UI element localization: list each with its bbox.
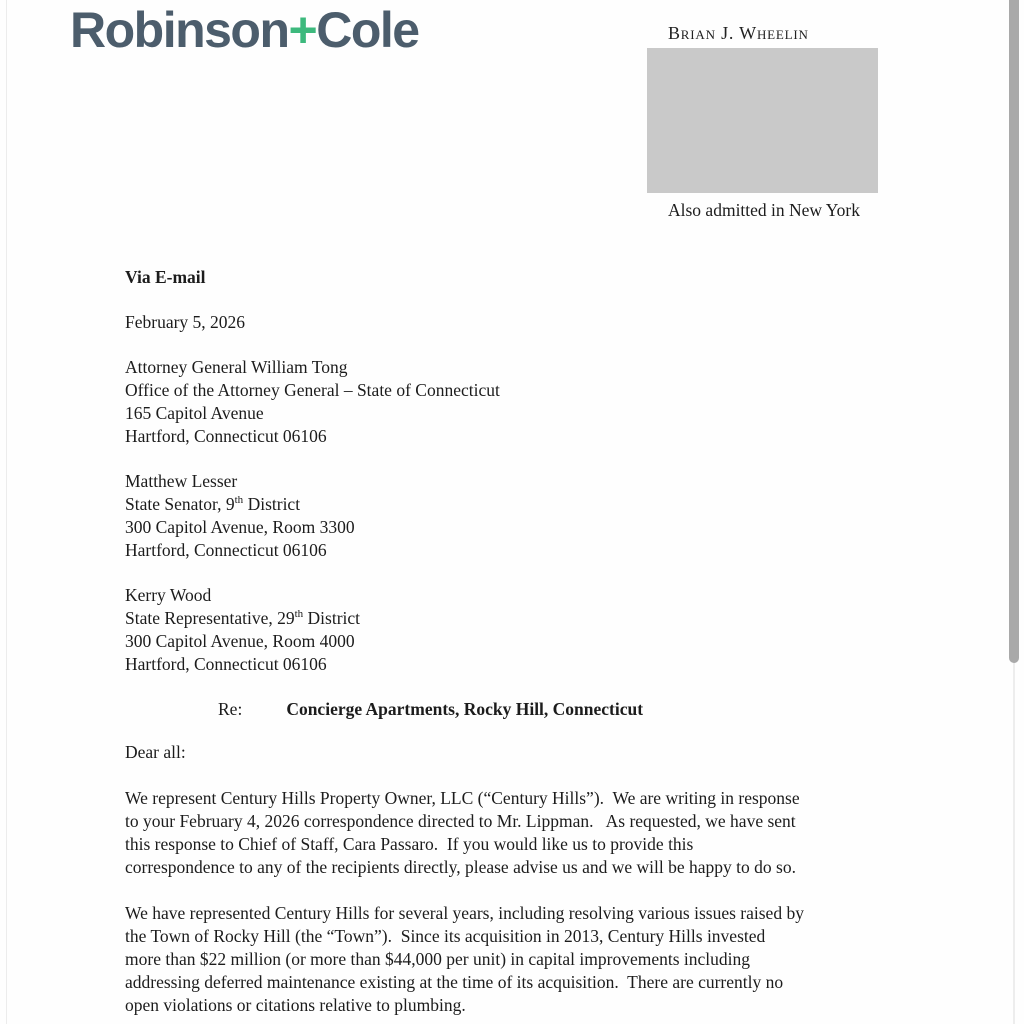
paragraph-line: correspondence to any of the recipients directly, please advise us and we will be happy to do so. — [125, 857, 796, 877]
scrollbar-thumb[interactable] — [1009, 0, 1019, 663]
logo-text-robinson: Robinson — [70, 2, 289, 58]
recipient-line: Hartford, Connecticut 06106 — [125, 540, 327, 560]
ordinal-superscript: th — [294, 608, 304, 621]
paragraph-line: to your February 4, 2026 correspondence directed to Mr. Lippman. As requested, we have sent — [125, 811, 796, 831]
paragraph-line: addressing deferred maintenance existing at the time of its acquisition. There are currently no — [125, 972, 784, 992]
salutation: Dear all: — [125, 742, 186, 762]
recipient-line: State Senator, 9th District — [125, 494, 301, 514]
logo-text-cole: Cole — [316, 2, 419, 58]
admission-note: Also admitted in New York — [668, 200, 861, 220]
re-subject: Concierge Apartments, Rocky Hill, Connecticut — [286, 699, 644, 719]
recipient-line: Office of the Attorney General – State of Connecticut — [125, 380, 500, 400]
attorney-name: Brian J. Wheelin — [668, 23, 809, 43]
paragraph-line: more than $22 million (or more than $44,000 per unit) in capital improvements including — [125, 949, 751, 969]
paragraph-line: We represent Century Hills Property Owner, LLC (“Century Hills”). We are writing in response — [125, 788, 800, 808]
recipient-line: 165 Capitol Avenue — [125, 403, 264, 423]
letter-date: February 5, 2026 — [125, 312, 246, 332]
ordinal-superscript: th — [234, 494, 244, 507]
letter-body — [125, 266, 925, 1017]
recipient-line: State Representative, 29th District — [125, 608, 361, 628]
recipient-line: 300 Capitol Avenue, Room 3300 — [125, 517, 355, 537]
recipient-line: Hartford, Connecticut 06106 — [125, 426, 327, 446]
firm-logo — [70, 1, 419, 59]
recipient-line: Attorney General William Tong — [125, 357, 348, 377]
paragraph-line: the Town of Rocky Hill (the “Town”). Since its acquisition in 2013, Century Hills invested — [125, 926, 766, 946]
recipient-block-state-senator — [125, 470, 925, 562]
paragraph-1 — [125, 787, 925, 879]
redaction-box — [647, 48, 878, 193]
paragraph-line: this response to Chief of Staff, Cara Passaro. If you would like us to provide this — [125, 834, 694, 854]
delivery-method: Via E-mail — [125, 267, 206, 287]
paragraph-line: open violations or citations relative to plumbing. — [125, 995, 466, 1015]
recipient-line: Hartford, Connecticut 06106 — [125, 654, 327, 674]
recipient-block-state-representative — [125, 584, 925, 676]
recipient-line: 300 Capitol Avenue, Room 4000 — [125, 631, 355, 651]
recipient-line: Matthew Lesser — [125, 471, 238, 491]
re-line — [125, 698, 925, 721]
paragraph-2 — [125, 902, 925, 1017]
re-label: Re: — [218, 699, 243, 719]
logo-plus-icon: + — [288, 2, 317, 58]
page-left-edge — [6, 0, 7, 1024]
paragraph-line: We have represented Century Hills for several years, including resolving various issues raised by — [125, 903, 804, 923]
recipient-line: Kerry Wood — [125, 585, 212, 605]
recipient-block-attorney-general — [125, 356, 925, 448]
